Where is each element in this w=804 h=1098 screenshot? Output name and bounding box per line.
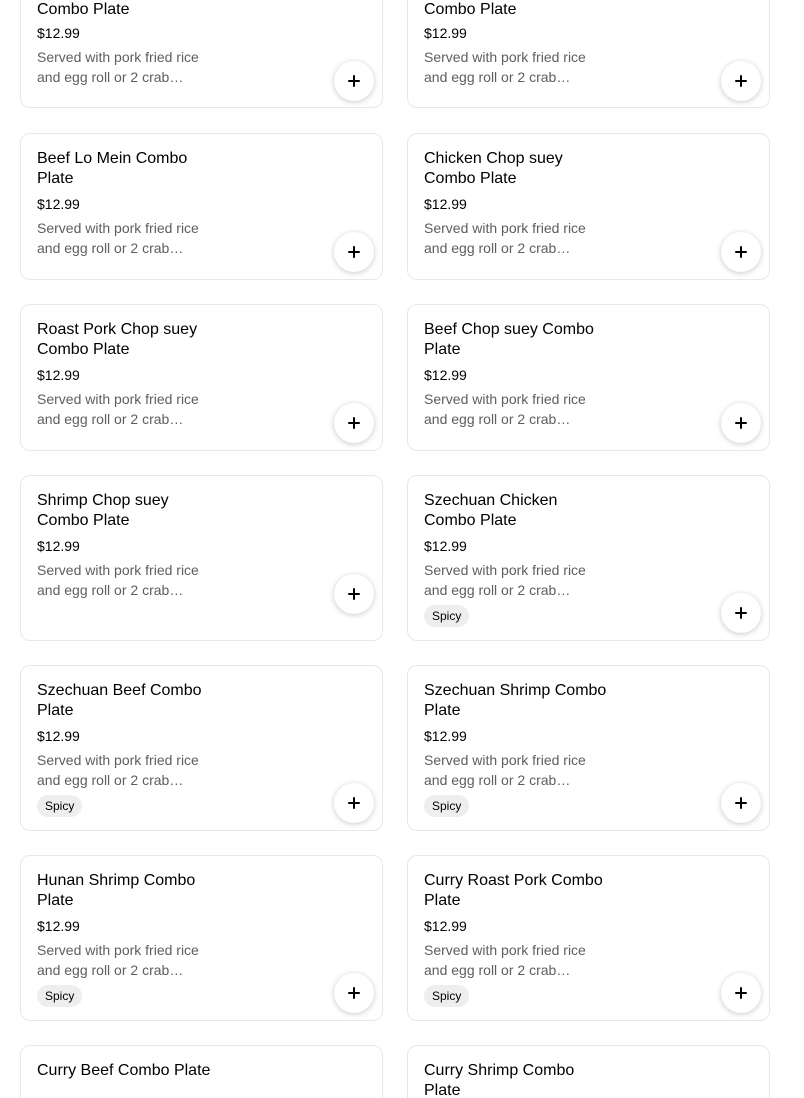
plus-icon bbox=[735, 417, 747, 429]
add-to-cart-button[interactable] bbox=[334, 232, 374, 272]
item-price: $12.99 bbox=[37, 538, 80, 554]
add-to-cart-button[interactable] bbox=[334, 574, 374, 614]
item-price: $12.99 bbox=[37, 196, 80, 212]
item-description: Served with pork fried rice and egg roll or 2 crab bbox=[424, 49, 586, 85]
add-to-cart-button[interactable] bbox=[721, 593, 761, 633]
item-description: Served with pork fried rice and egg roll or 2 crab bbox=[37, 49, 199, 85]
menu-item-card[interactable] bbox=[20, 0, 383, 108]
item-description: Served with pork fried rice and egg roll or 2 crab bbox=[424, 220, 586, 256]
item-description: Served with pork fried rice and egg roll or 2 crab bbox=[37, 562, 199, 598]
add-to-cart-button[interactable] bbox=[334, 403, 374, 443]
item-name: Roast Pork Chop suey Combo Plate bbox=[37, 321, 198, 358]
item-description: Served with pork fried rice and egg roll or 2 crab bbox=[424, 391, 586, 427]
menu-item-card[interactable] bbox=[407, 0, 770, 108]
item-description: Served with pork fried rice and egg roll or 2 crab bbox=[37, 220, 199, 256]
menu-item-card[interactable] bbox=[407, 665, 770, 831]
item-price: $12.99 bbox=[37, 25, 80, 41]
item-name: Szechuan Shrimp Combo Plate bbox=[424, 682, 607, 719]
item-description: Served with pork fried rice and egg roll or 2 crab bbox=[424, 562, 586, 598]
item-description: Served with pork fried rice and egg roll or 2 crab bbox=[424, 942, 586, 978]
add-to-cart-button[interactable] bbox=[721, 973, 761, 1013]
add-to-cart-button[interactable] bbox=[334, 61, 374, 101]
item-price: $12.99 bbox=[37, 367, 80, 383]
add-to-cart-button[interactable] bbox=[334, 973, 374, 1013]
spicy-badge: Spicy bbox=[424, 605, 469, 627]
menu-item-card[interactable] bbox=[20, 133, 383, 280]
plus-icon bbox=[735, 987, 747, 999]
item-name: Beef Chop suey Combo Plate bbox=[424, 321, 594, 358]
item-price: $12.99 bbox=[37, 728, 80, 744]
item-price: $12.99 bbox=[424, 367, 467, 383]
spicy-badge: Spicy bbox=[424, 795, 469, 817]
item-name: Shrimp Chop suey Combo Plate bbox=[37, 492, 169, 529]
item-price: $12.99 bbox=[424, 538, 467, 554]
menu-item-card[interactable] bbox=[20, 304, 383, 451]
spicy-badge: Spicy bbox=[37, 795, 82, 817]
add-to-cart-button[interactable] bbox=[721, 403, 761, 443]
menu-item-card[interactable] bbox=[20, 1045, 383, 1098]
plus-icon bbox=[735, 797, 747, 809]
add-to-cart-button[interactable] bbox=[721, 232, 761, 272]
add-to-cart-button[interactable] bbox=[721, 61, 761, 101]
plus-icon bbox=[735, 607, 747, 619]
item-description: Served with pork fried rice and egg roll or 2 crab bbox=[424, 752, 586, 788]
item-name: Combo Plate bbox=[424, 1, 517, 18]
item-name: Szechuan Beef Combo Plate bbox=[37, 682, 202, 719]
item-name: Chicken Chop suey Combo Plate bbox=[424, 150, 563, 187]
plus-icon bbox=[348, 797, 360, 809]
item-name: Curry Shrimp Combo Plate bbox=[424, 1062, 575, 1098]
menu-item-card[interactable] bbox=[20, 665, 383, 831]
item-description: Served with pork fried rice and egg roll or 2 crab bbox=[37, 391, 199, 427]
item-price: $12.99 bbox=[424, 196, 467, 212]
plus-icon bbox=[348, 246, 360, 258]
item-description: Served with pork fried rice and egg roll or 2 crab bbox=[37, 942, 199, 978]
item-name: Curry Beef Combo Plate bbox=[37, 1062, 211, 1079]
item-price: $12.99 bbox=[424, 918, 467, 934]
plus-icon bbox=[348, 417, 360, 429]
item-price: $12.99 bbox=[37, 918, 80, 934]
item-name: Szechuan Chicken Combo Plate bbox=[424, 492, 558, 529]
spicy-badge: Spicy bbox=[37, 985, 82, 1007]
plus-icon bbox=[348, 588, 360, 600]
menu-item-card[interactable] bbox=[407, 855, 770, 1021]
plus-icon bbox=[735, 75, 747, 87]
menu-item-card[interactable] bbox=[407, 304, 770, 451]
item-description: Served with pork fried rice and egg roll or 2 crab bbox=[37, 752, 199, 788]
item-name: Hunan Shrimp Combo Plate bbox=[37, 872, 196, 909]
plus-icon bbox=[348, 75, 360, 87]
add-to-cart-button[interactable] bbox=[721, 783, 761, 823]
menu-item-card[interactable] bbox=[407, 1045, 770, 1098]
item-name: Combo Plate bbox=[37, 1, 130, 18]
menu-item-card[interactable] bbox=[407, 133, 770, 280]
item-price: $12.99 bbox=[424, 25, 467, 41]
item-name: Curry Roast Pork Combo Plate bbox=[424, 872, 603, 909]
menu-item-card[interactable] bbox=[407, 475, 770, 641]
item-price: $12.99 bbox=[424, 728, 467, 744]
plus-icon bbox=[735, 246, 747, 258]
item-name: Beef Lo Mein Combo Plate bbox=[37, 150, 188, 187]
plus-icon bbox=[348, 987, 360, 999]
spicy-badge: Spicy bbox=[424, 985, 469, 1007]
menu-item-card[interactable] bbox=[20, 855, 383, 1021]
add-to-cart-button[interactable] bbox=[334, 783, 374, 823]
menu-item-card[interactable] bbox=[20, 475, 383, 641]
